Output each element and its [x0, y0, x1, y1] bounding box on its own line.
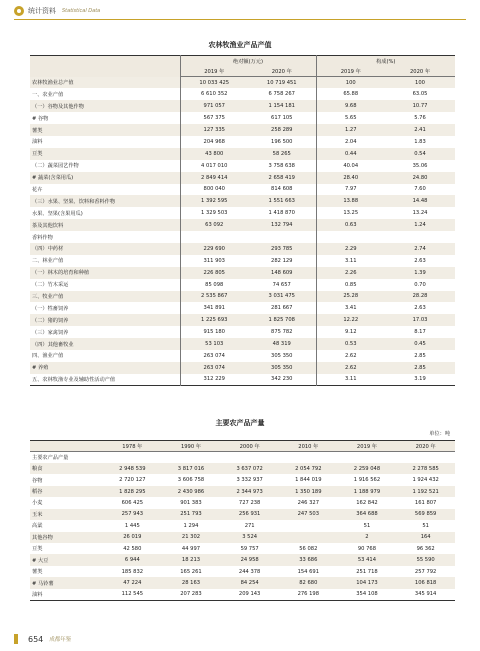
table-row [30, 463, 455, 474]
table-row [30, 195, 455, 207]
table-cell: 196 500 [271, 138, 293, 145]
table-cell: 251 718 [356, 568, 378, 575]
row-label: 四、渔业产值 [32, 353, 64, 360]
table-cell: 606 425 [121, 499, 144, 506]
column-header: 1978 年 [103, 441, 162, 452]
row-label: （三）家禽饲养 [32, 329, 69, 336]
table-row [30, 520, 455, 531]
table-cell: 2 430 986 [177, 488, 205, 495]
table-row [30, 452, 455, 463]
table-cell: 3 606 758 [177, 477, 205, 484]
table-cell: 251 793 [180, 511, 202, 518]
table-row [30, 326, 455, 338]
table-row [30, 255, 455, 267]
table-row [30, 374, 455, 386]
table-cell: 4 017 010 [180, 160, 248, 172]
table-cell: 154 691 [297, 568, 320, 575]
table-cell: 185 832 [121, 568, 144, 575]
table-cell: 281 667 [271, 305, 293, 312]
table-cell: 74 657 [272, 281, 291, 288]
table-cell: 1.39 [414, 269, 426, 276]
table-cell: 1.24 [414, 222, 426, 229]
table-cell: 263 074 [180, 362, 248, 374]
table-cell: 814 608 [271, 186, 293, 193]
table-cell [162, 452, 221, 463]
table-cell: 24.80 [412, 174, 428, 181]
table-cell: 2 720 127 [119, 477, 146, 484]
table-cell: 148 609 [271, 269, 293, 276]
table-cell: 162 842 [356, 499, 378, 506]
table-cell: 12.22 [316, 314, 385, 326]
row-label: （一）牲畜饲养 [32, 305, 69, 312]
row-label: 稻谷 [32, 489, 43, 496]
table-cell [279, 452, 338, 463]
row-label: 高粱 [32, 523, 43, 530]
table-cell: 226 805 [180, 267, 248, 279]
table-row [30, 112, 455, 124]
table-row [30, 136, 455, 148]
row-label: 茶及其他饮料 [32, 222, 64, 229]
row-label: （四）其他畜牧业 [32, 341, 74, 348]
page-number: 654 [28, 634, 44, 644]
table-cell: 617 105 [271, 115, 293, 122]
table-cell: 48 319 [272, 341, 291, 348]
table-cell: 10 033 425 [180, 77, 248, 89]
row-label: 薯类 [32, 127, 43, 134]
table-row [30, 566, 455, 577]
table-row [30, 543, 455, 554]
table-cell: 915 180 [180, 326, 248, 338]
table-cell: 47 224 [123, 580, 142, 587]
table-cell [338, 452, 397, 463]
table-cell [396, 452, 455, 463]
table-cell: 258 289 [271, 127, 293, 133]
header-value-2020: 2020 年 [248, 66, 316, 77]
table-cell: 1 551 663 [268, 198, 295, 205]
row-label: 三、牧业产值 [32, 293, 64, 300]
table-cell: 90 768 [357, 545, 377, 552]
table-row [30, 509, 455, 520]
table-cell: 63 092 [180, 219, 248, 231]
table-cell: 2 849 414 [180, 172, 248, 184]
table-cell: 1 828 295 [119, 488, 146, 495]
table-cell: 2.74 [414, 245, 426, 252]
row-label: # 养殖 [32, 365, 49, 372]
table-cell: 132 794 [271, 222, 293, 229]
table-cell: 42 580 [123, 545, 142, 552]
table-cell: 875 782 [271, 329, 293, 336]
header-pct-2019: 2019 年 [316, 66, 385, 77]
table-cell: 96 362 [416, 545, 435, 552]
table-cell: 229 690 [180, 243, 248, 255]
table-cell: 354 108 [356, 591, 378, 598]
row-label: （二）竹木采运 [32, 282, 69, 289]
table-row [30, 314, 455, 326]
table-row [30, 362, 455, 374]
table-cell: 342 230 [271, 376, 293, 383]
row-label: 水果、坚果(含果用瓜) [32, 210, 83, 217]
table-cell [279, 520, 338, 531]
table-cell: 2.62 [316, 350, 385, 362]
table-row [30, 474, 455, 485]
table-cell: 10 719 451 [266, 79, 297, 86]
table-cell: 40.04 [316, 160, 385, 172]
table-cell: 2.29 [316, 243, 385, 255]
row-label: 谷物 [32, 477, 43, 484]
table-cell: 293 785 [271, 245, 293, 252]
header-value-2019: 2019 年 [180, 66, 248, 77]
table-cell: 1 916 562 [353, 477, 381, 484]
row-label: 其他谷物 [32, 534, 53, 541]
table-cell: 0.45 [414, 341, 426, 348]
table-cell: 104 173 [356, 580, 378, 587]
row-label: 花卉 [32, 186, 43, 193]
table-cell: 3 817 016 [177, 465, 205, 472]
table-cell: 35.06 [412, 162, 428, 169]
table-cell: 2 535 867 [180, 291, 248, 303]
table-cell: 257 792 [414, 568, 437, 575]
table-cell: 305 350 [271, 352, 293, 359]
table-cell: 6 758 267 [268, 91, 295, 98]
table-row [30, 302, 455, 314]
table-cell [248, 231, 316, 243]
row-label: 油料 [32, 591, 43, 598]
table-cell: 0.70 [414, 281, 426, 288]
table-cell: 2.41 [414, 127, 426, 133]
table-cell: 3 524 [242, 534, 258, 541]
table-cell: 55 590 [416, 557, 435, 564]
table-cell: 1 924 432 [412, 477, 439, 484]
row-label: 油料 [32, 139, 43, 146]
table-cell: 0.54 [414, 150, 426, 157]
table-cell: 13.88 [316, 195, 385, 207]
table-cell: 6 944 [124, 557, 140, 564]
table-cell: 10.77 [412, 103, 428, 110]
table-row [30, 207, 455, 219]
table-cell [316, 231, 385, 243]
production-table [30, 440, 455, 601]
table-cell: 727 238 [238, 499, 261, 506]
table-cell: 364 688 [356, 511, 378, 518]
table-row [30, 486, 455, 497]
row-label: 主要农产品产量 [32, 454, 69, 461]
table-cell: 51 [422, 522, 429, 529]
table-cell: 2.26 [316, 267, 385, 279]
column-header: 1990 年 [162, 441, 221, 452]
table-cell: 28.40 [316, 172, 385, 184]
table-row [30, 148, 455, 160]
row-label: 一、农业产值 [32, 91, 64, 98]
table-cell: 1 445 [124, 522, 140, 529]
row-label: （二）蔬菜园艺作物 [32, 163, 79, 170]
table-row [30, 172, 455, 184]
table-cell: 165 261 [180, 568, 202, 575]
row-label: # 大豆 [32, 557, 49, 564]
section-logo-icon [14, 6, 24, 16]
section-name: 统计资料 [28, 7, 56, 15]
table-cell: 1 192 521 [412, 488, 439, 495]
table-cell: 1 392 595 [180, 195, 248, 207]
table-cell: 2 [365, 534, 369, 541]
table-cell: 0.85 [316, 279, 385, 291]
table-cell: 17.03 [412, 317, 428, 324]
table-cell: 25.28 [316, 291, 385, 303]
table-cell: 3 332 937 [236, 477, 263, 484]
table-cell: 341 891 [180, 302, 248, 314]
table-cell: 257 943 [121, 511, 144, 518]
table-cell: 0.44 [316, 148, 385, 160]
table-row [30, 243, 455, 255]
table-cell: 6 610 352 [180, 88, 248, 100]
table-row [30, 350, 455, 362]
table-cell: 1.83 [414, 138, 426, 145]
table-cell: 0.63 [316, 219, 385, 231]
table-cell: 13.24 [412, 210, 428, 217]
table-cell: 2.63 [414, 305, 426, 312]
table-cell: 82 680 [299, 580, 318, 587]
table-cell: 276 198 [297, 591, 320, 598]
table-cell: 247 503 [297, 511, 320, 518]
table-cell: 18 213 [181, 557, 201, 564]
table-cell: 3 758 638 [268, 162, 295, 169]
page-header [14, 5, 100, 17]
row-label: 豆类 [32, 546, 43, 553]
table-cell: 2 278 585 [412, 465, 439, 472]
table-cell: 1 844 019 [295, 477, 322, 484]
table-cell: 127 335 [180, 124, 248, 136]
row-label: 薯类 [32, 569, 43, 576]
table-cell: 106 818 [414, 580, 437, 587]
table-cell: 53 414 [357, 557, 377, 564]
table-row [30, 124, 455, 136]
table-cell: 244 378 [238, 568, 261, 575]
table-cell: 204 968 [180, 136, 248, 148]
table-cell [180, 231, 248, 243]
table-cell: 28.28 [412, 293, 428, 300]
table-cell: 1 188 979 [353, 488, 381, 495]
table-cell: 5.65 [316, 112, 385, 124]
row-label: 二、林业产值 [32, 258, 64, 265]
table-cell: 7.60 [414, 186, 426, 193]
table-cell: 3.19 [414, 376, 426, 383]
table-cell: 28 163 [181, 580, 201, 587]
table-row [30, 77, 455, 89]
row-label: # 蔬菜(含菜用瓜) [32, 175, 74, 182]
table-cell: 209 143 [238, 591, 261, 598]
table-cell: 2 054 792 [295, 465, 322, 472]
table-cell [279, 532, 338, 543]
table-cell: 24 958 [240, 557, 259, 564]
table-cell: 53 103 [180, 338, 248, 350]
header-pct: 构成(%) [316, 56, 455, 67]
row-label: 粮食 [32, 466, 43, 473]
table-cell: 1 418 870 [268, 210, 295, 217]
table-cell: 100 [316, 77, 385, 89]
table-cell: 1 329 503 [180, 207, 248, 219]
table-cell: 1 225 693 [180, 314, 248, 326]
table-cell: 9.12 [316, 326, 385, 338]
row-label: （一）林木的培育和种植 [32, 270, 90, 277]
row-label: # 马铃薯 [32, 580, 54, 587]
table-cell: 26 019 [123, 534, 142, 541]
table-cell: 63.05 [412, 91, 428, 98]
table-row [30, 554, 455, 565]
table-cell: 312 229 [180, 374, 248, 386]
footer-accent-bar [14, 634, 18, 644]
table-row [30, 532, 455, 543]
yearbook-name: 成都年鉴 [49, 637, 72, 643]
table-cell: 3 637 072 [236, 465, 263, 472]
table-cell: 51 [363, 522, 371, 529]
table-cell: 3.11 [316, 374, 385, 386]
row-label: （一）谷物及其他作物 [32, 103, 84, 110]
table-cell: 345 914 [414, 591, 437, 598]
table-cell: 164 [420, 534, 431, 541]
table-cell: 1.27 [316, 124, 385, 136]
table-row [30, 279, 455, 291]
table-cell [103, 452, 162, 463]
row-label: 玉米 [32, 511, 43, 518]
section-name-en: Statistical Data [62, 8, 101, 14]
row-label: # 谷物 [32, 115, 49, 122]
row-label: （三）水果、坚果、饮料和香料作物 [32, 198, 116, 205]
table-cell: 1 154 181 [268, 103, 295, 110]
table-cell: 14.48 [412, 198, 428, 205]
table-row [30, 184, 455, 196]
table-cell: 85 098 [180, 279, 248, 291]
table-cell: 5.76 [414, 115, 426, 122]
table-row [30, 589, 455, 600]
header-blank [30, 56, 180, 77]
table-cell [385, 231, 455, 243]
table-row [30, 231, 455, 243]
table-cell: 59 757 [240, 545, 259, 552]
table-row [30, 338, 455, 350]
row-label: 香料作物 [32, 234, 53, 241]
table-cell [220, 452, 279, 463]
header-value: 绝对额(万元) [180, 56, 316, 67]
table-cell: 282 129 [271, 257, 293, 264]
column-header: 2000 年 [220, 441, 279, 452]
table1-title: 农林牧渔业产品产值 [208, 41, 272, 49]
table-cell: 263 074 [180, 350, 248, 362]
table-cell: 569 859 [414, 511, 437, 518]
table-cell: 2.85 [414, 364, 426, 371]
table-cell: 305 350 [271, 364, 293, 371]
table-cell: 2 259 048 [353, 465, 381, 472]
page-footer [14, 634, 71, 644]
table-cell: 100 [415, 79, 425, 86]
row-label: 豆类 [32, 151, 43, 158]
table-cell: 58 265 [272, 150, 291, 157]
table-cell: 161 807 [414, 499, 437, 506]
row-label: 小麦 [32, 500, 43, 507]
table-cell: 44 997 [181, 545, 201, 552]
table-row [30, 497, 455, 508]
table-cell: 65.88 [316, 88, 385, 100]
table-cell: 33 686 [299, 557, 318, 564]
table-cell: 2 948 539 [119, 465, 146, 472]
table2-unit: 单位：吨 [429, 431, 450, 437]
table-cell: 2 658 419 [268, 174, 295, 181]
table-cell: 3.11 [316, 255, 385, 267]
table-cell: 9.68 [316, 100, 385, 112]
table-cell: 112 545 [121, 591, 144, 598]
table-cell: 56 082 [299, 545, 318, 552]
table-cell: 2 344 973 [236, 488, 263, 495]
column-header [30, 441, 103, 452]
table-cell: 567 375 [180, 112, 248, 124]
table-cell: 2.62 [316, 362, 385, 374]
table-row [30, 219, 455, 231]
table-cell: 1 825 708 [268, 317, 295, 324]
table-cell: 21 302 [181, 534, 201, 541]
table-row [30, 88, 455, 100]
table-cell: 2.04 [316, 136, 385, 148]
table-cell: 84 254 [240, 580, 259, 587]
table-cell: 7.97 [316, 184, 385, 196]
header-pct-2020: 2020 年 [385, 66, 455, 77]
table-row [30, 577, 455, 588]
table-cell: 800 040 [180, 184, 248, 196]
table-cell: 271 [244, 522, 255, 529]
table-cell: 1 350 189 [295, 488, 322, 495]
table-cell: 1 294 [183, 522, 199, 529]
table-row [30, 267, 455, 279]
table-row [30, 100, 455, 112]
column-header: 2010 年 [279, 441, 338, 452]
column-header: 2019 年 [338, 441, 397, 452]
column-header: 2020 年 [396, 441, 455, 452]
output-value-table [30, 55, 455, 386]
table-cell: 971 057 [180, 100, 248, 112]
table-cell: 3 031 475 [268, 293, 295, 300]
table-cell: 13.25 [316, 207, 385, 219]
table2-title: 主要农产品产量 [215, 419, 265, 427]
table-row [30, 291, 455, 303]
row-label: 农林牧渔业总产值 [32, 79, 74, 86]
table-cell: 0.53 [316, 338, 385, 350]
table-row [30, 160, 455, 172]
table-cell: 901 383 [180, 499, 202, 506]
table-cell: 8.17 [414, 329, 426, 336]
table-cell: 311 903 [180, 255, 248, 267]
header-rule [14, 19, 466, 20]
row-label: 五、农林牧渔专业及辅助性活动产值 [32, 376, 116, 383]
row-label: （二）猪的饲养 [32, 317, 69, 324]
table-cell: 43 800 [180, 148, 248, 160]
table-cell: 2.63 [414, 257, 426, 264]
table-cell: 2.85 [414, 352, 426, 359]
table-cell: 256 931 [238, 511, 261, 518]
table-cell: 3.41 [316, 302, 385, 314]
table-cell: 246 327 [297, 499, 320, 506]
row-label: （四）中药材 [32, 246, 64, 253]
table-cell: 207 283 [180, 591, 202, 598]
